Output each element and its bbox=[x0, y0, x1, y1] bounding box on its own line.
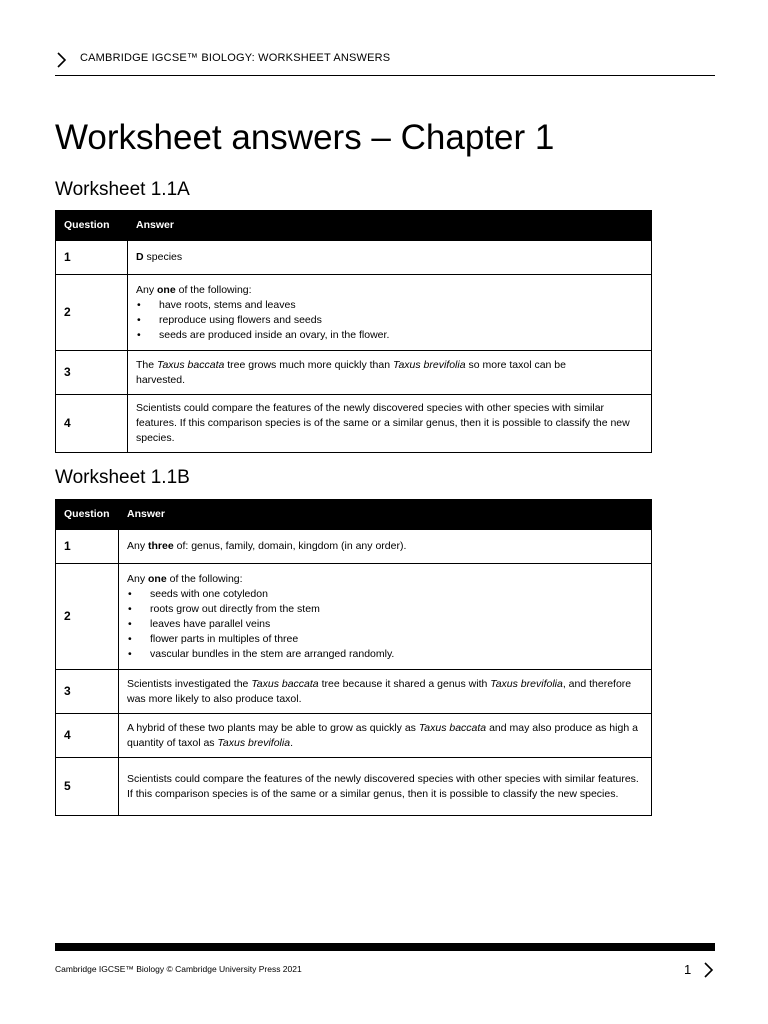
footer-bar bbox=[55, 943, 715, 951]
answer-intro: Any one of the following: bbox=[136, 283, 252, 296]
table-row bbox=[56, 714, 652, 758]
question-number: 4 bbox=[56, 395, 128, 453]
answer-bullet-list bbox=[136, 298, 643, 343]
chevron-right-icon bbox=[55, 51, 67, 69]
table-header-row bbox=[56, 211, 652, 241]
list-item: • have roots, stems and leaves bbox=[136, 298, 643, 313]
answer-cell: Scientists could compare the features of the newly discovered species with other species with similar features. If this comparison species is of the same or a similar genus, then it is possible to classify the new species. bbox=[119, 758, 652, 816]
table-row bbox=[56, 351, 652, 395]
answer-intro: Any one of the following: bbox=[127, 572, 243, 585]
table-row bbox=[56, 564, 652, 670]
worksheet-1-1a-heading: Worksheet 1.1A bbox=[55, 179, 190, 200]
col-header-answer: Answer bbox=[128, 211, 652, 241]
answer-cell: D species bbox=[128, 241, 652, 275]
answer-cell: Any three of: genus, family, domain, kingdom (in any order). bbox=[119, 530, 652, 564]
col-header-question: Question bbox=[56, 500, 119, 530]
table-row bbox=[56, 241, 652, 275]
question-number: 2 bbox=[56, 275, 128, 351]
list-item: • roots grow out directly from the stem bbox=[127, 602, 643, 617]
question-number: 3 bbox=[56, 670, 119, 714]
footer-copyright: Cambridge IGCSE™ Biology © Cambridge University Press 2021 bbox=[55, 964, 302, 974]
col-header-question: Question bbox=[56, 211, 128, 241]
list-item: • flower parts in multiples of three bbox=[127, 632, 643, 647]
answer-cell: A hybrid of these two plants may be able to grow as quickly as Taxus baccata and may also produce as high a quantity of taxol as Taxus brevifolia. bbox=[119, 714, 652, 758]
page-title: Worksheet answers – Chapter 1 bbox=[55, 118, 555, 157]
list-item: • seeds are produced inside an ovary, in the flower. bbox=[136, 328, 643, 343]
answer-cell: Scientists could compare the features of the newly discovered species with other species with similar features. If this comparison species is of the same or a similar genus, then it is possible to classify the new species. bbox=[128, 395, 652, 453]
question-number: 1 bbox=[56, 241, 128, 275]
question-number: 3 bbox=[56, 351, 128, 395]
answer-cell: Scientists investigated the Taxus baccata tree because it shared a genus with Taxus brevifolia, and therefore was more likely to also produce taxol. bbox=[119, 670, 652, 714]
running-title: CAMBRIDGE IGCSE™ BIOLOGY: WORKSHEET ANSWERS bbox=[80, 52, 391, 64]
answer-cell bbox=[128, 275, 652, 351]
question-number: 1 bbox=[56, 530, 119, 564]
list-item: • vascular bundles in the stem are arranged randomly. bbox=[127, 647, 643, 662]
question-number: 2 bbox=[56, 564, 119, 670]
running-header bbox=[55, 49, 715, 75]
table-row bbox=[56, 275, 652, 351]
list-item: • seeds with one cotyledon bbox=[127, 587, 643, 602]
answer-bullet-list bbox=[127, 587, 643, 662]
page-number: 1 bbox=[684, 962, 692, 977]
col-header-answer: Answer bbox=[119, 500, 652, 530]
chevron-right-icon[interactable] bbox=[702, 961, 714, 979]
answer-cell: The Taxus baccata tree grows much more quickly than Taxus brevifolia so more taxol can be harvested. bbox=[128, 351, 652, 395]
list-item: • reproduce using flowers and seeds bbox=[136, 313, 643, 328]
header-divider bbox=[55, 75, 715, 76]
worksheet-1-1b-heading: Worksheet 1.1B bbox=[55, 467, 190, 488]
table-row bbox=[56, 758, 652, 816]
worksheet-1-1b-table bbox=[55, 499, 652, 816]
table-row bbox=[56, 530, 652, 564]
table-row bbox=[56, 670, 652, 714]
table-row bbox=[56, 395, 652, 453]
question-number: 4 bbox=[56, 714, 119, 758]
question-number: 5 bbox=[56, 758, 119, 816]
list-item: • leaves have parallel veins bbox=[127, 617, 643, 632]
table-header-row bbox=[56, 500, 652, 530]
answer-cell bbox=[119, 564, 652, 670]
worksheet-1-1a-table bbox=[55, 210, 652, 453]
